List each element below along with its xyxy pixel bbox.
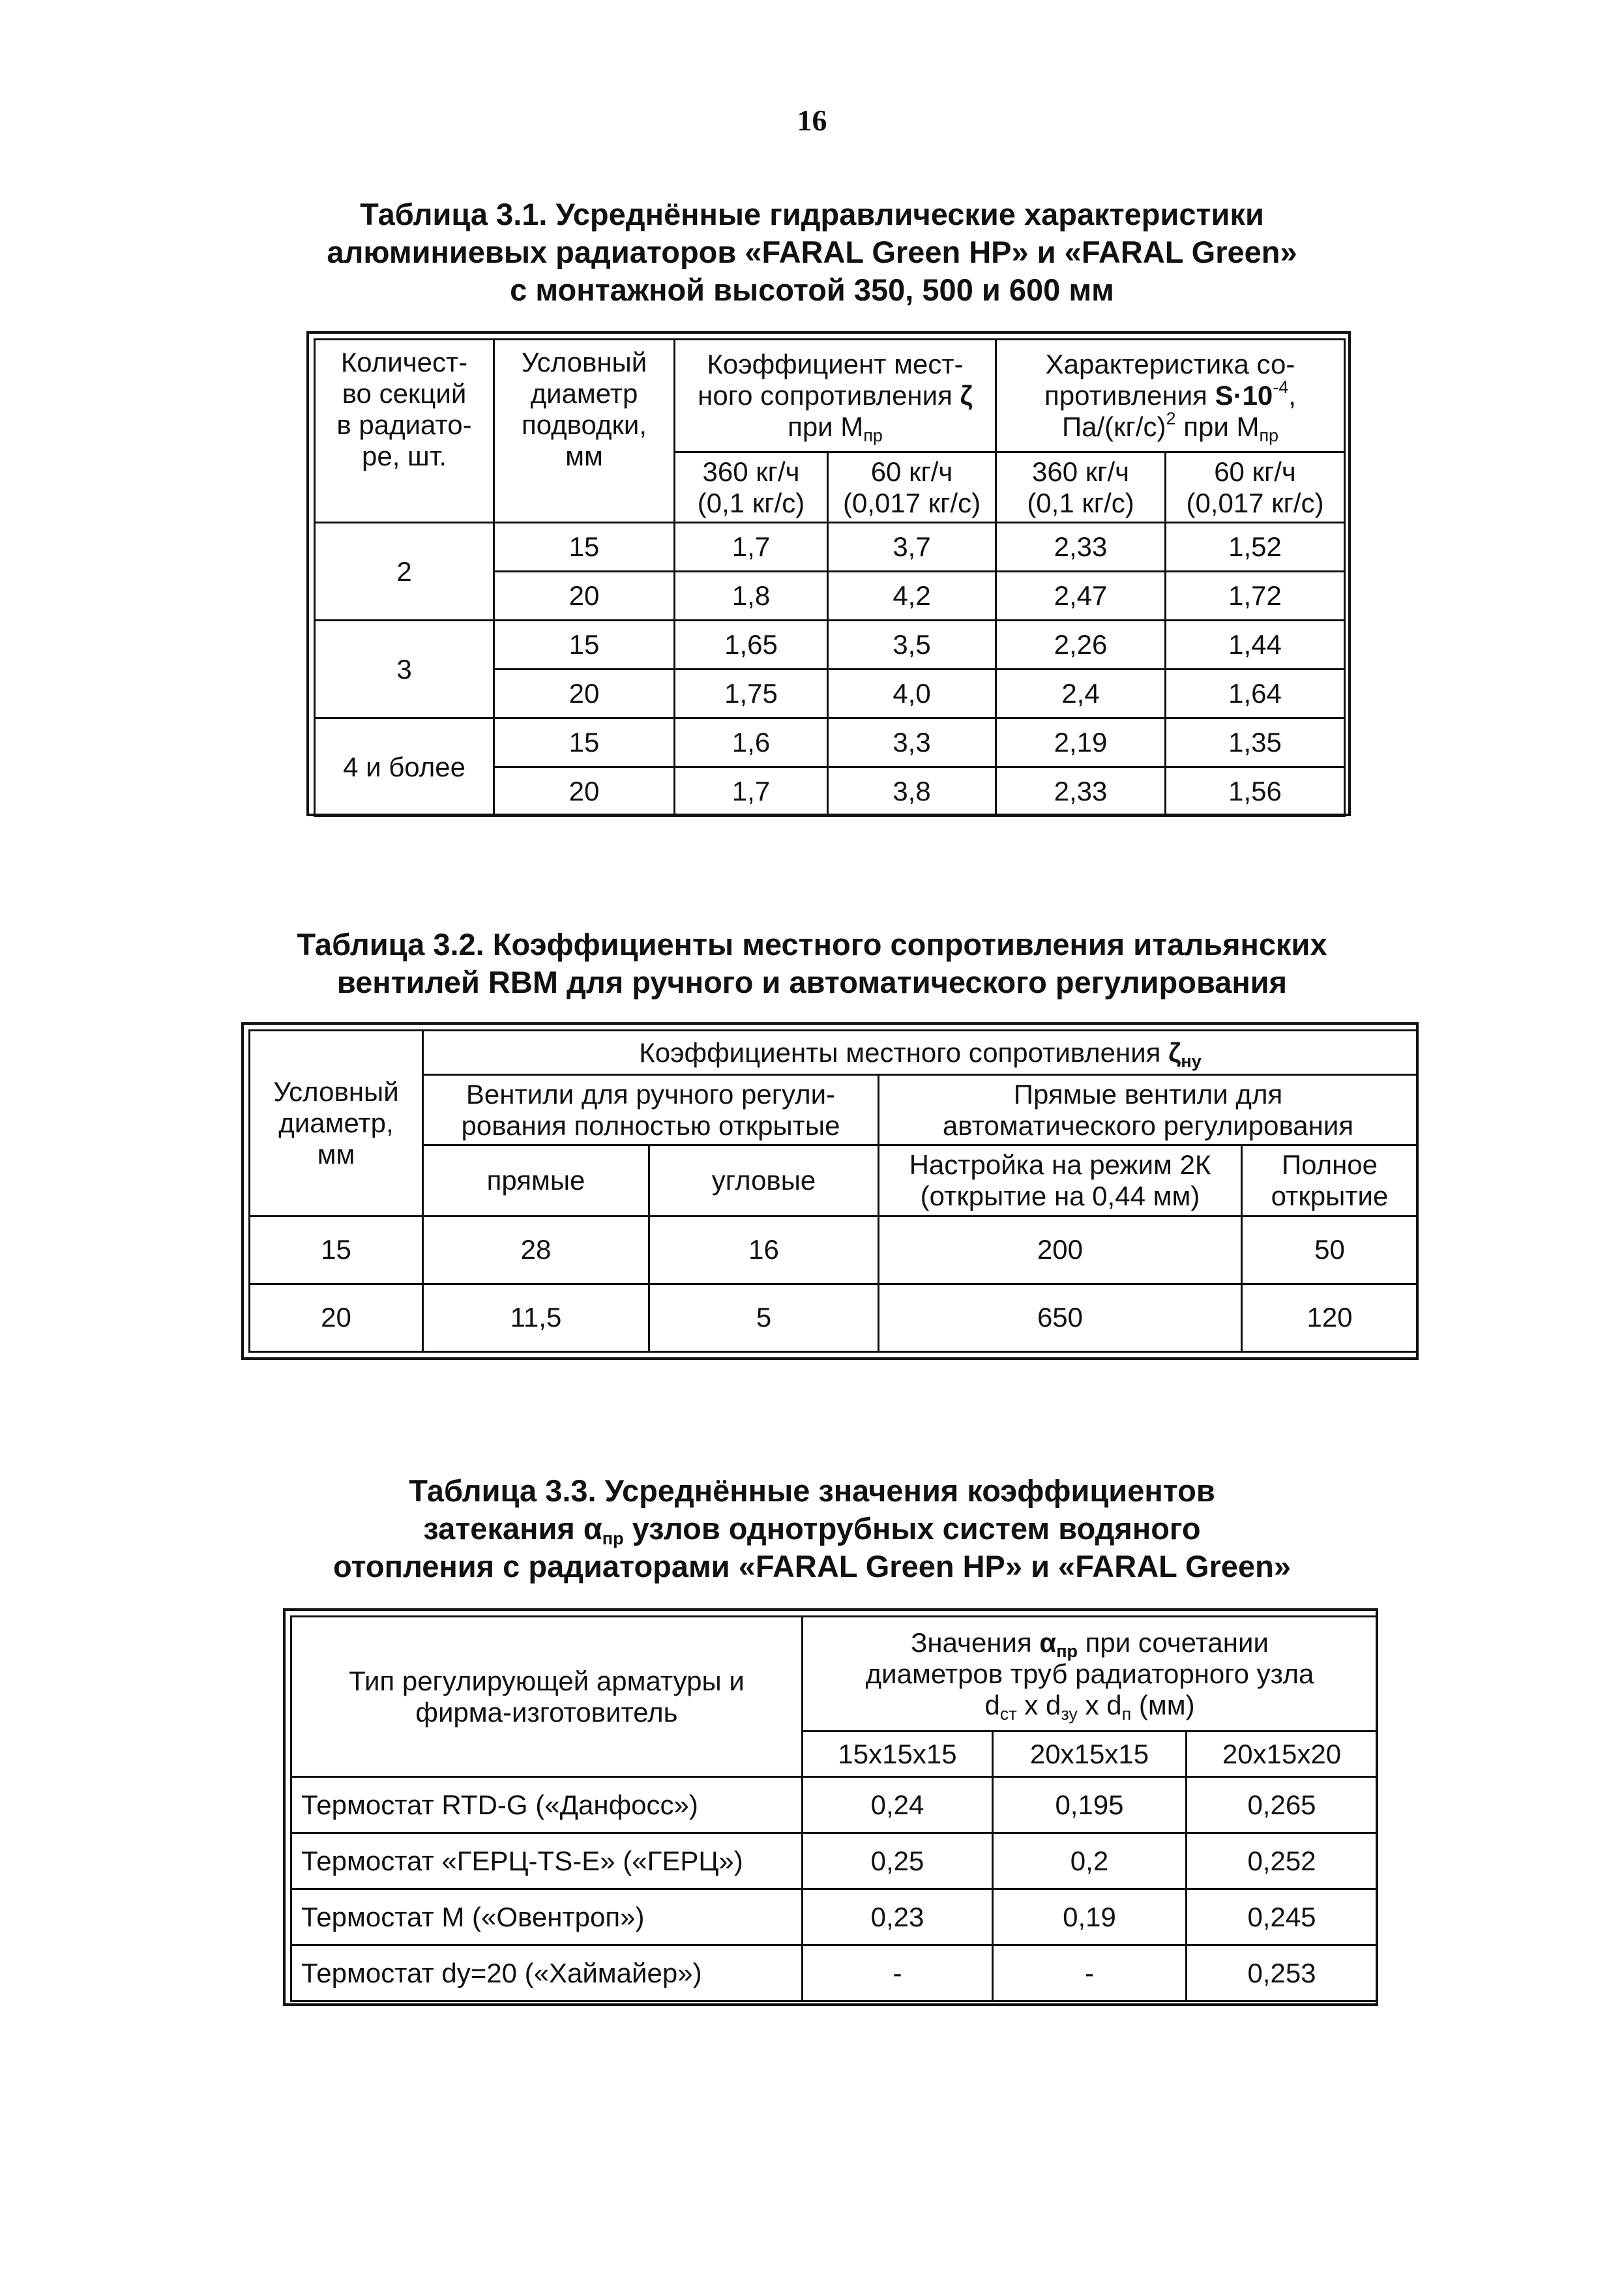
table2-caption-line1: Таблица 3.2. Коэффициенты местного сопротивления итальянских	[297, 927, 1327, 962]
table3	[290, 1615, 1378, 2002]
table1	[314, 338, 1346, 817]
table-row: Термостат М («Овентроп») 0,23 0,19 0,245	[291, 1889, 1378, 1945]
page-number: 16	[797, 104, 827, 137]
table2	[248, 1029, 1419, 1353]
t1-sections-cell: 2	[315, 523, 494, 621]
t2-header-manual: Вентили для ручного регули- рования полностью открытые	[423, 1075, 879, 1145]
t3-header-values: Значения $\alpha_{пр}$ при сочетании диаметров труб радиаторного узла $d_{ст}$ x $d_{зу}$ x $d_п$ (мм)	[803, 1617, 1378, 1731]
t1-header-s360: 360 кг/ч (0,1 кг/с)	[996, 452, 1166, 523]
t2-header-straight: прямые	[423, 1145, 649, 1216]
t2-header-auto: Прямые вентили для автоматического регулирования	[879, 1075, 1418, 1145]
table2-caption	[0, 926, 1624, 1001]
table-row: 20 11,5 5 650 120	[250, 1284, 1418, 1351]
table3-frame	[283, 1608, 1378, 2006]
table1-caption	[0, 196, 1624, 309]
table-row: 2 15 1,7 3,7 2,33 1,52	[315, 523, 1345, 572]
t1-header-sections: Количест- во секций в радиато- ре, шт.	[315, 340, 494, 523]
t3-header-type: Тип регулирующей арматуры и фирма-изготовитель	[291, 1617, 803, 1777]
table3-caption-line2: затекания $\alpha_{пр}$ узлов однотрубных систем водяного	[423, 1511, 1201, 1548]
table3-caption	[0, 1472, 1624, 1585]
t2-header-angle: угловые	[649, 1145, 879, 1216]
t3-combo-3: 20x15x20	[1187, 1731, 1378, 1777]
t1-header-z60: 60 кг/ч (0,017 кг/с)	[828, 452, 996, 523]
table-row: Термостат «ГЕРЦ-TS-E» («ГЕРЦ») 0,25 0,2 0,252	[291, 1833, 1378, 1889]
table-row: 20 1,7 3,8 2,33 1,56	[315, 767, 1345, 816]
t3-combo-1: 15x15x15	[803, 1731, 993, 1777]
table-row: 4 и более 15 1,6 3,3 2,19 1,35	[315, 718, 1345, 767]
table-row: Термостат RTD-G («Данфосс») 0,24 0,195 0,265	[291, 1777, 1378, 1833]
table3-caption-line3: отопления с радиаторами «FARAL Green HP» и «FARAL Green»	[332, 1549, 1292, 1583]
t2-header-mode2k: Настройка на режим 2К (открытие на 0,44 мм)	[879, 1145, 1242, 1216]
table1-caption-line1: Таблица 3.1. Усреднённые гидравлические характеристики	[360, 197, 1264, 231]
table-row: 20 1,75 4,0 2,4 1,64	[315, 670, 1345, 718]
table1-caption-line2: алюминиевых радиаторов «FARAL Green HP» и «FARAL Green»	[327, 235, 1297, 269]
table1-frame	[306, 331, 1351, 816]
table3-caption-line1: Таблица 3.3. Усреднённые значения коэффициентов	[409, 1473, 1215, 1508]
t1-header-diameter: Условный диаметр подводки, мм	[494, 340, 675, 523]
table2-frame	[241, 1022, 1419, 1360]
t1-header-zeta: Коэффициент мест- ного сопротивления ζ при $M_{пр}$	[675, 340, 996, 452]
t1-header-s60: 60 кг/ч (0,017 кг/с)	[1166, 452, 1345, 523]
t1-header-s: Характеристика со- противления $S\cdot 10^{-4}$, $Па/(кг/с)^2$ при $M_{пр}$	[996, 340, 1345, 452]
t2-header-coef: Коэффициенты местного сопротивления $\zeta_{ну}$	[423, 1031, 1418, 1075]
table-row: 20 1,8 4,2 2,47 1,72	[315, 572, 1345, 621]
table2-caption-line2: вентилей RBM для ручного и автоматического регулирования	[336, 965, 1288, 999]
t2-header-full: Полное открытие	[1242, 1145, 1418, 1216]
t2-header-diameter: Условный диаметр, мм	[250, 1031, 423, 1216]
table-row: 3 15 1,65 3,5 2,26 1,44	[315, 621, 1345, 670]
zeta-symbol: ζ	[960, 380, 973, 411]
t1-sections-cell: 4 и более	[315, 718, 494, 816]
t1-sections-cell: 3	[315, 621, 494, 718]
table-row: Термостат dy=20 («Хаймайер») - - 0,253	[291, 1945, 1378, 2001]
table1-caption-line3: с монтажной высотой 350, 500 и 600 мм	[510, 272, 1114, 307]
table-row: 15 28 16 200 50	[250, 1216, 1418, 1284]
t3-combo-2: 20x15x15	[993, 1731, 1187, 1777]
t1-header-z360: 360 кг/ч (0,1 кг/с)	[675, 452, 828, 523]
